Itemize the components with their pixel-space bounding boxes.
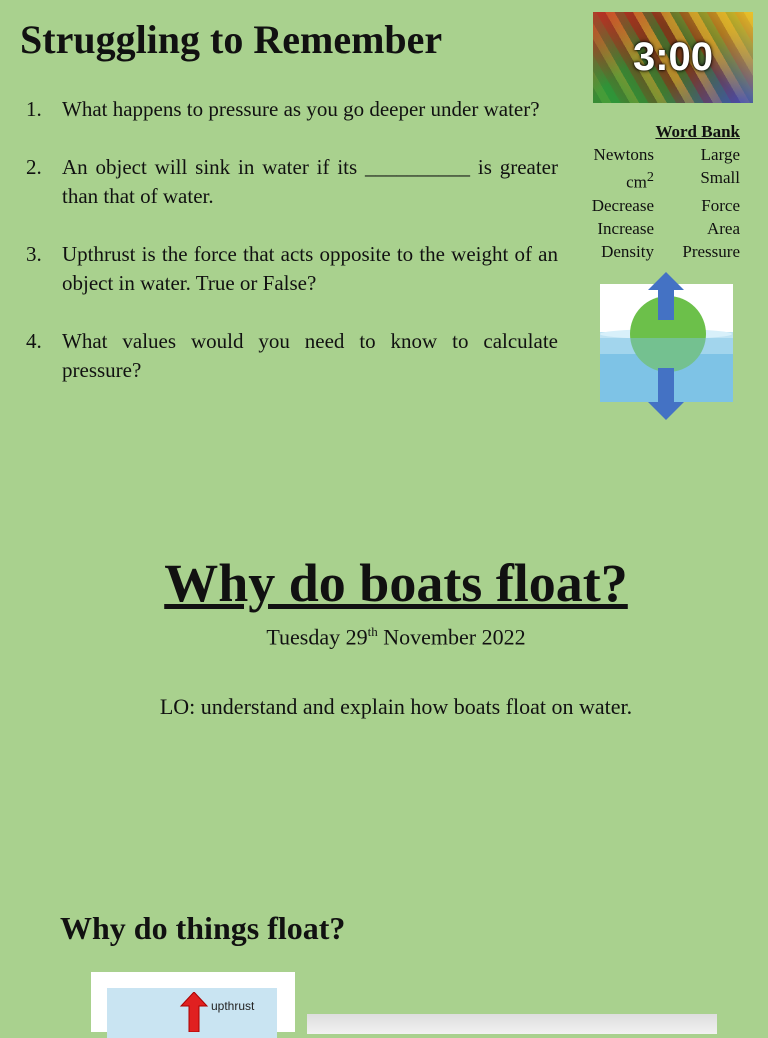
question-number: 4. (26, 329, 42, 353)
upthrust-label: upthrust (211, 999, 255, 1013)
section-title: Why do things float? (60, 910, 346, 946)
slide-struggling-to-remember (0, 0, 768, 470)
word-bank-item: Large (700, 145, 740, 164)
slide-title: Struggling to Remember (20, 17, 443, 62)
lesson-title: Why do boats float? (164, 553, 628, 613)
boat-image (307, 1014, 717, 1034)
timer-value: 3:00 (632, 35, 714, 79)
word-bank-item: Small (700, 168, 740, 187)
date-suffix: November 2022 (377, 624, 526, 650)
date-ordinal: th (367, 624, 378, 639)
countdown-timer (593, 12, 753, 103)
lesson-date (0, 624, 768, 650)
question-number: 1. (26, 97, 42, 121)
word-bank-item: Increase (597, 218, 654, 238)
question-list (26, 95, 558, 414)
word-bank-item-cm (578, 166, 654, 194)
question-text: What values would you need to know to calculate pressure? (62, 329, 558, 382)
word-bank-title: Word Bank (655, 122, 740, 141)
question-text: Upthrust is the force that acts opposite to the weight of an object in water. True or False? (62, 242, 558, 295)
question-item (26, 153, 558, 211)
word-bank (578, 120, 740, 263)
superscript: 2 (646, 169, 654, 185)
word-bank-item: Pressure (682, 241, 740, 261)
upthrust-arrow-icon (179, 992, 209, 1032)
question-item (26, 327, 558, 385)
question-text: What happens to pressure as you go deeper under water? (62, 97, 540, 121)
word-bank-grid (578, 143, 740, 263)
word-bank-item: cm (626, 172, 647, 192)
word-bank-item: Newtons (593, 145, 654, 164)
word-bank-item: Force (701, 195, 740, 215)
word-bank-item: Decrease (591, 195, 654, 215)
question-number: 3. (26, 242, 42, 266)
question-number: 2. (26, 155, 42, 179)
date-prefix: Tuesday 29 (266, 624, 368, 650)
learning-objective: LO: understand and explain how boats float on water. (159, 694, 633, 719)
word-bank-item: Area (706, 218, 740, 238)
word-bank-item: Density (601, 241, 654, 261)
question-text: An object will sink in water if its __________ is greater than that of water. (62, 155, 558, 208)
question-item (26, 240, 558, 298)
floating-ball-diagram (600, 272, 733, 422)
upthrust-diagram (91, 972, 295, 1032)
question-item (26, 95, 558, 124)
